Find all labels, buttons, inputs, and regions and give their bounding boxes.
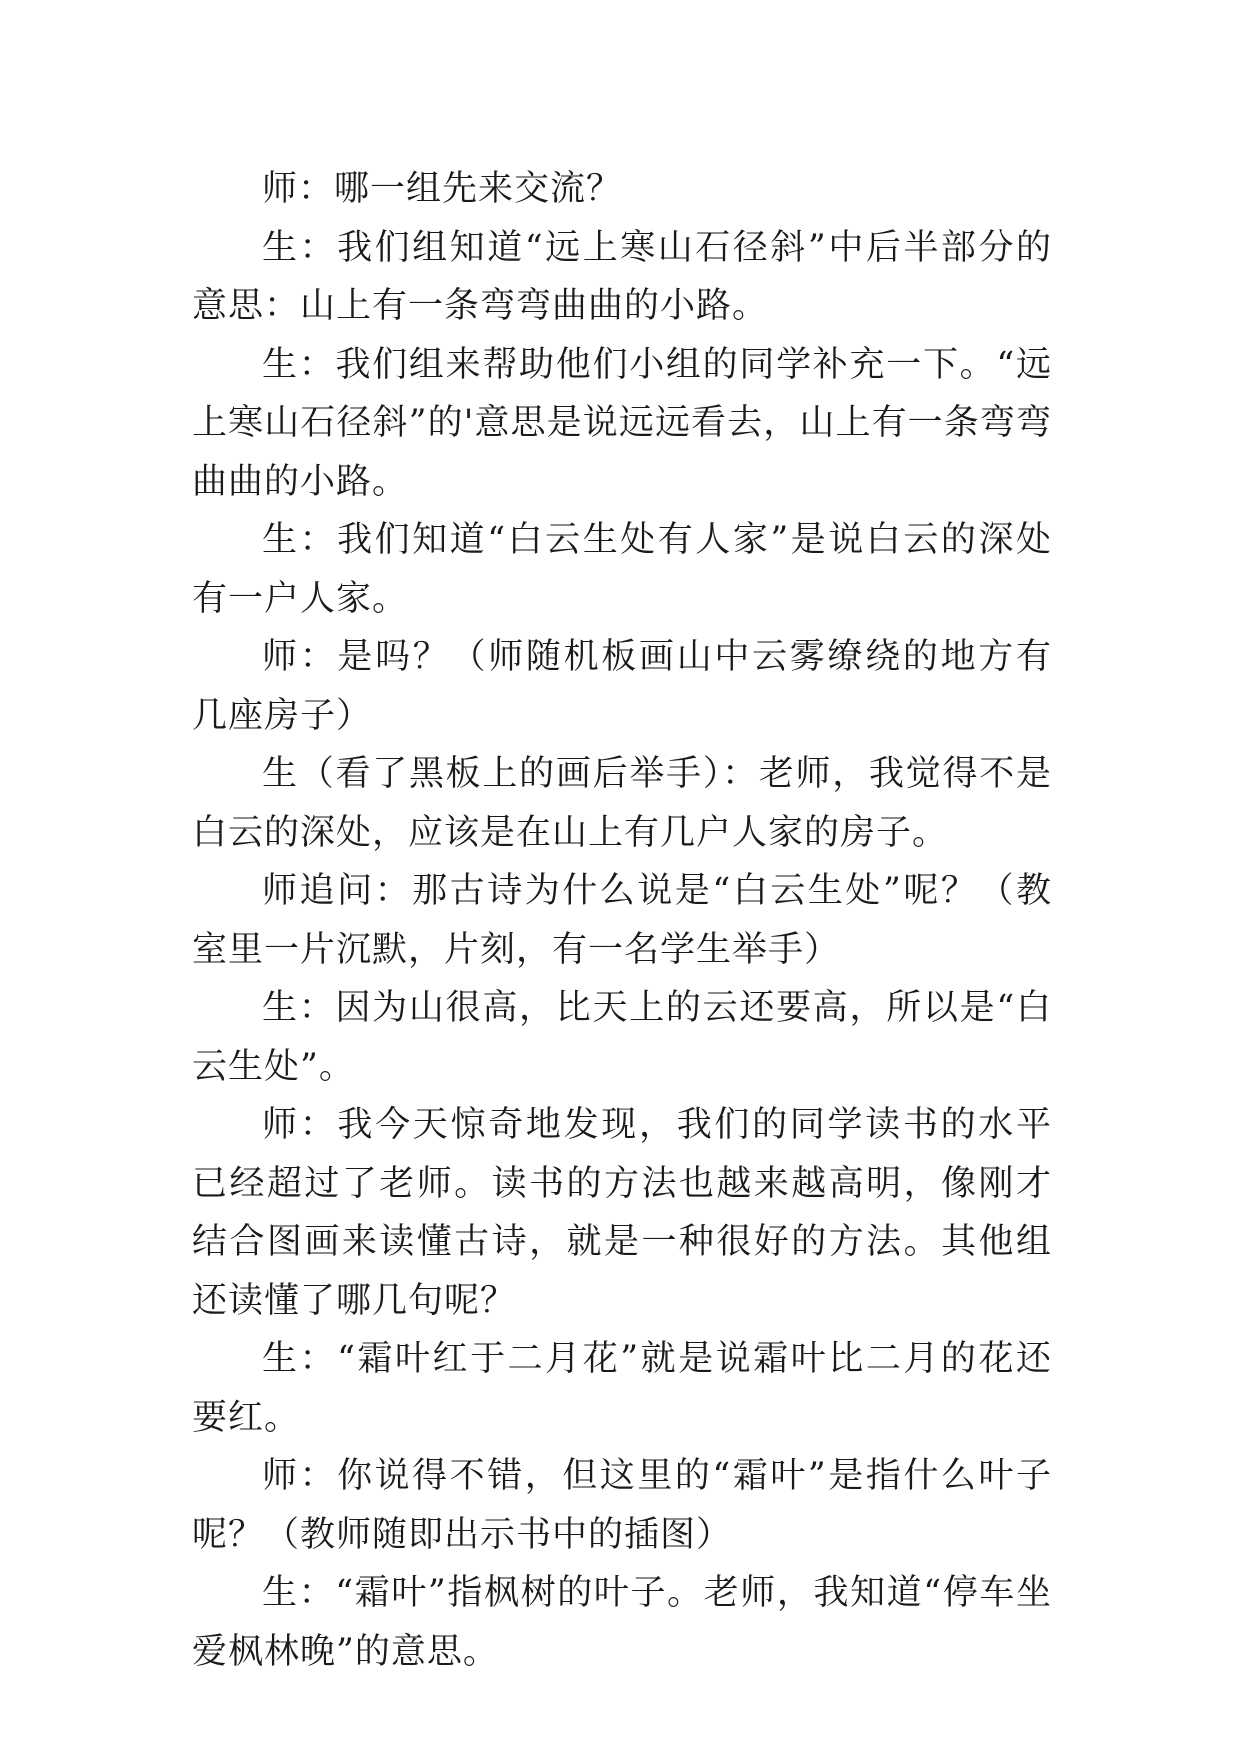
paragraph-5: 师：是吗？（师随机板画山中云雾缭绕的地方有几座房子）: [192, 637, 1052, 736]
paragraph-2: 生：我们组知道“远上寒山石径斜”中后半部分的意思：山上有一条弯弯曲曲的小路。: [192, 227, 1052, 326]
paragraph-9: 师：我今天惊奇地发现，我们的同学读书的水平已经超过了老师。读书的方法也越来越高明，像刚才结合图画来读懂古诗，就是一种很好的方法。其他组还读懂了哪几句呢？: [192, 1105, 1052, 1321]
paragraph-7: 师追问：那古诗为什么说是“白云生处”呢？（教室里一片沉默，片刻，有一名学生举手）: [192, 871, 1052, 970]
paragraph-1: 师：哪一组先来交流？: [262, 169, 623, 209]
paragraph-6: 生（看了黑板上的画后举手）：老师，我觉得不是白云的深处，应该是在山上有几户人家的房子。: [192, 754, 1052, 853]
paragraph-8: 生：因为山很高，比天上的云还要高，所以是“白云生处”。: [192, 988, 1052, 1087]
paragraph-11: 师：你说得不错，但这里的“霜叶”是指什么叶子呢？（教师随即出示书中的插图）: [192, 1456, 1052, 1555]
paragraph-12: 生：“霜叶”指枫树的叶子。老师，我知道“停车坐爱枫林晚”的意思。: [192, 1573, 1052, 1672]
paragraph-4: 生：我们知道“白云生处有人家”是说白云的深处有一户人家。: [192, 520, 1052, 619]
paragraph-10: 生：“霜叶红于二月花”就是说霜叶比二月的花还要红。: [192, 1339, 1052, 1438]
document-body: [192, 160, 1052, 1681]
paragraph-3: 生：我们组来帮助他们小组的同学补充一下。“远上寒山石径斜”的'意思是说远远看去，山上有一条弯弯曲曲的小路。: [192, 344, 1052, 502]
